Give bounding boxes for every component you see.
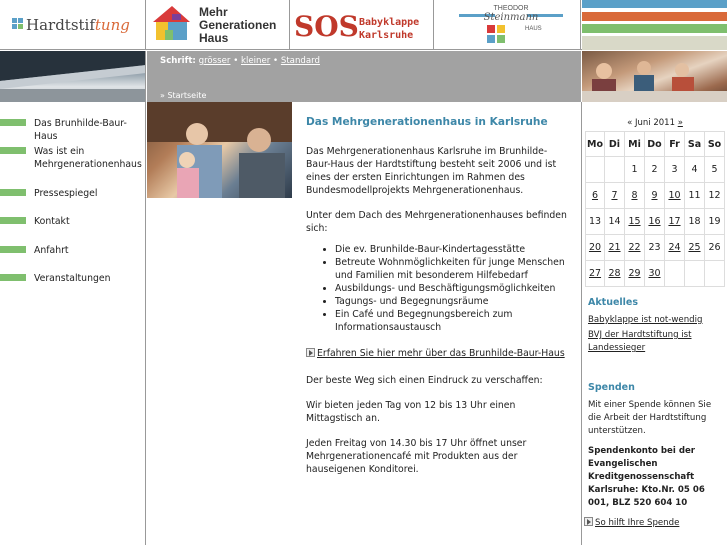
bank-account-info: Spendenkonto bei der Evangelischen Kreditgenossenschaft Karlsruhe: Kto.Nr. 05 06 001, BLZ 520 604 10	[588, 446, 705, 508]
font-bigger-link[interactable]: grösser	[198, 56, 231, 66]
theo-line3: HAUS	[525, 26, 542, 32]
calendar-day: 19	[705, 209, 725, 235]
nav-label[interactable]: Kontakt	[34, 216, 70, 227]
nav-label[interactable]: Das Brunhilde-Baur-Haus	[34, 118, 127, 142]
breadcrumb-separator: »	[160, 91, 165, 100]
font-sep-1: •	[233, 56, 239, 66]
sos-logo-graphic	[291, 0, 434, 50]
calendar-day: 23	[645, 235, 665, 261]
mgh-line2: Generationen	[199, 18, 277, 32]
calendar-day[interactable]: 28	[605, 261, 625, 287]
nav-marker	[0, 217, 26, 224]
calendar	[585, 131, 725, 287]
calendar-prev-button[interactable]: «	[627, 118, 633, 128]
font-label: Schrift:	[160, 56, 196, 66]
calendar-next-button[interactable]: »	[677, 118, 683, 128]
calendar-week-row	[585, 157, 725, 183]
lunch-paragraph: Wir bieten jeden Tag von 12 bis 13 Uhr einen Mittagstisch an.	[306, 400, 516, 424]
hardtstiftung-logo-graphic	[0, 0, 146, 50]
calendar-day: 3	[665, 157, 685, 183]
impression-paragraph: Der beste Weg sich einen Eindruck zu verschaffen:	[306, 375, 543, 386]
calendar-month: Juni 2011	[635, 118, 675, 128]
calendar-day: 11	[685, 183, 705, 209]
calendar-day: 18	[685, 209, 705, 235]
news-link[interactable]: Babyklappe ist not-wendig	[588, 315, 703, 325]
theodor-logo-graphic	[435, 0, 581, 50]
mehrgenerationenhaus-logo[interactable]	[147, 0, 290, 50]
facilities-list	[335, 243, 571, 334]
stripe-beige	[582, 36, 727, 50]
calendar-day[interactable]: 9	[645, 183, 665, 209]
mgh-line1: Mehr	[199, 5, 228, 19]
calendar-week-row	[585, 183, 725, 209]
calendar-day: 13	[585, 209, 605, 235]
calendar-day: 12	[705, 183, 725, 209]
calendar-header	[582, 118, 727, 128]
font-smaller-link[interactable]: kleiner	[241, 56, 271, 66]
weekday-header: Di	[605, 131, 625, 157]
calendar-empty-cell	[705, 261, 725, 287]
page-title: Das Mehrgenerationenhaus in Karlsruhe	[306, 116, 548, 128]
font-sep-2: •	[273, 56, 279, 66]
stripe-blue	[582, 0, 727, 8]
hardt-logo-accent: tung	[94, 16, 130, 34]
intro-paragraph: Das Mehrgenerationenhaus Karlsruhe im Brunhilde-Baur-Haus der Hardtstiftung besteht seit 2006 und ist eines der ersten Einrichtungen im Rahmen des Bundesmodellprojekts Mehrgenerationenhaus.	[306, 146, 557, 196]
calendar-day: 1	[625, 157, 645, 183]
calendar-day[interactable]: 10	[665, 183, 685, 209]
svg-text:Hardtstiftung	[26, 16, 130, 34]
stripe-green	[582, 24, 727, 33]
font-size-controls	[160, 56, 320, 66]
list-item: • Die ev. Brunhilde-Baur-Kindertagesstätte	[335, 243, 571, 256]
header	[0, 0, 727, 50]
donate-more-link[interactable]	[584, 516, 679, 528]
house-logo-icon	[147, 0, 290, 50]
nav-label[interactable]: Pressespiegel	[34, 188, 98, 199]
calendar-day: 14	[605, 209, 625, 235]
calendar-day: 4	[685, 157, 705, 183]
hardt-logo-plain: Hardtstif	[26, 16, 95, 34]
calendar-day: 2	[645, 157, 665, 183]
news-link[interactable]: BVJ der Hardtstiftung ist Landessieger	[588, 330, 692, 353]
weekday-header: Mo	[585, 131, 605, 157]
calendar-empty-cell	[585, 157, 605, 183]
more-info-link-text[interactable]: Erfahren Sie hier mehr über das Brunhilde-Baur-Haus	[317, 348, 565, 359]
news-list	[588, 314, 722, 355]
weekday-header: Fr	[665, 131, 685, 157]
weekday-header: So	[705, 131, 725, 157]
left-navigation	[0, 102, 146, 545]
calendar-day[interactable]: 25	[685, 235, 705, 261]
nav-marker	[0, 147, 26, 154]
main-content	[306, 116, 571, 488]
nav-label[interactable]: Veranstaltungen	[34, 273, 111, 284]
nav-marker	[0, 246, 26, 253]
calendar-day[interactable]: 16	[645, 209, 665, 235]
calendar-day: 5	[705, 157, 725, 183]
calendar-empty-cell	[685, 261, 705, 287]
nav-marker	[0, 119, 26, 126]
hardtstiftung-logo[interactable]	[0, 0, 146, 50]
calendar-empty-cell	[665, 261, 685, 287]
more-info-link[interactable]	[306, 347, 571, 360]
calendar-day[interactable]: 7	[605, 183, 625, 209]
list-item: • Ausbildungs- und Beschäftigungsmöglichkeiten	[335, 282, 571, 295]
family-photo	[147, 102, 292, 198]
donate-text: Mit einer Spende können Sie die Arbeit der Hardtstiftung unterstützen.	[588, 400, 712, 436]
nav-marker	[0, 274, 26, 281]
calendar-day[interactable]: 30	[645, 261, 665, 287]
font-standard-link[interactable]: Standard	[280, 56, 320, 66]
calendar-day[interactable]: 29	[625, 261, 645, 287]
theodor-steinmann-haus-logo[interactable]	[435, 0, 581, 50]
toolbar	[147, 51, 581, 102]
breadcrumb-home[interactable]: Startseite	[167, 91, 207, 100]
cafe-paragraph: Jeden Freitag von 14.30 bis 17 Uhr öffnet unser Mehrgenerationencafé mit Produkten aus der hauseigenen Konditorei.	[306, 438, 527, 475]
donate-heading: Spenden	[588, 382, 635, 393]
nav-marker	[0, 189, 26, 196]
calendar-day[interactable]: 22	[625, 235, 645, 261]
arrow-right-icon	[306, 348, 315, 357]
stripe-orange	[582, 12, 727, 21]
weekday-header: Sa	[685, 131, 705, 157]
calendar-day[interactable]: 17	[665, 209, 685, 235]
nav-label[interactable]: Anfahrt	[34, 245, 69, 256]
calendar-day[interactable]: 27	[585, 261, 605, 287]
news-heading: Aktuelles	[588, 297, 639, 308]
calendar-day[interactable]: 15	[625, 209, 645, 235]
sos-line1: Babyklappe	[359, 17, 420, 28]
calendar-week-row	[585, 209, 725, 235]
calendar-week-row	[585, 235, 725, 261]
calendar-week-row	[585, 261, 725, 287]
list-item: • Ein Café und Begegnungsbereich zum Informationsaustausch	[335, 308, 571, 334]
calendar-day: 26	[705, 235, 725, 261]
donate-more-link-text[interactable]: So hilft Ihre Spende	[595, 518, 680, 528]
calendar-empty-cell	[605, 157, 625, 183]
calendar-day[interactable]: 8	[625, 183, 645, 209]
list-item: • Tagungs- und Begegnungsräume	[335, 295, 571, 308]
sos-line2: Karlsruhe	[359, 30, 414, 41]
sos-mark: SOS	[294, 10, 359, 43]
arrow-right-icon	[584, 517, 593, 526]
weekday-header: Do	[645, 131, 665, 157]
header-color-stripes	[582, 0, 727, 50]
mgh-line3: Haus	[199, 31, 229, 45]
building-photo	[0, 51, 146, 102]
calendar-day[interactable]: 21	[605, 235, 625, 261]
calendar-weekday-row	[585, 131, 725, 157]
group-photo	[582, 51, 727, 102]
theo-line1: THEODOR	[493, 5, 529, 12]
right-sidebar	[581, 102, 727, 545]
facilities-intro: Unter dem Dach des Mehrgenerationenhauses befinden sich:	[306, 210, 567, 234]
sos-babyklappe-logo[interactable]	[291, 0, 434, 50]
calendar-day[interactable]: 6	[585, 183, 605, 209]
list-item: • Betreute Wohnmöglichkeiten für junge Menschen und Familien mit besonderem Hilfebedarf	[335, 256, 571, 282]
nav-label[interactable]: Was ist ein Mehrgenerationenhaus	[34, 146, 142, 170]
weekday-header: Mi	[625, 131, 645, 157]
calendar-day[interactable]: 20	[585, 235, 605, 261]
calendar-day[interactable]: 24	[665, 235, 685, 261]
theo-line2: Steinmann	[483, 12, 539, 23]
breadcrumb	[160, 91, 206, 100]
